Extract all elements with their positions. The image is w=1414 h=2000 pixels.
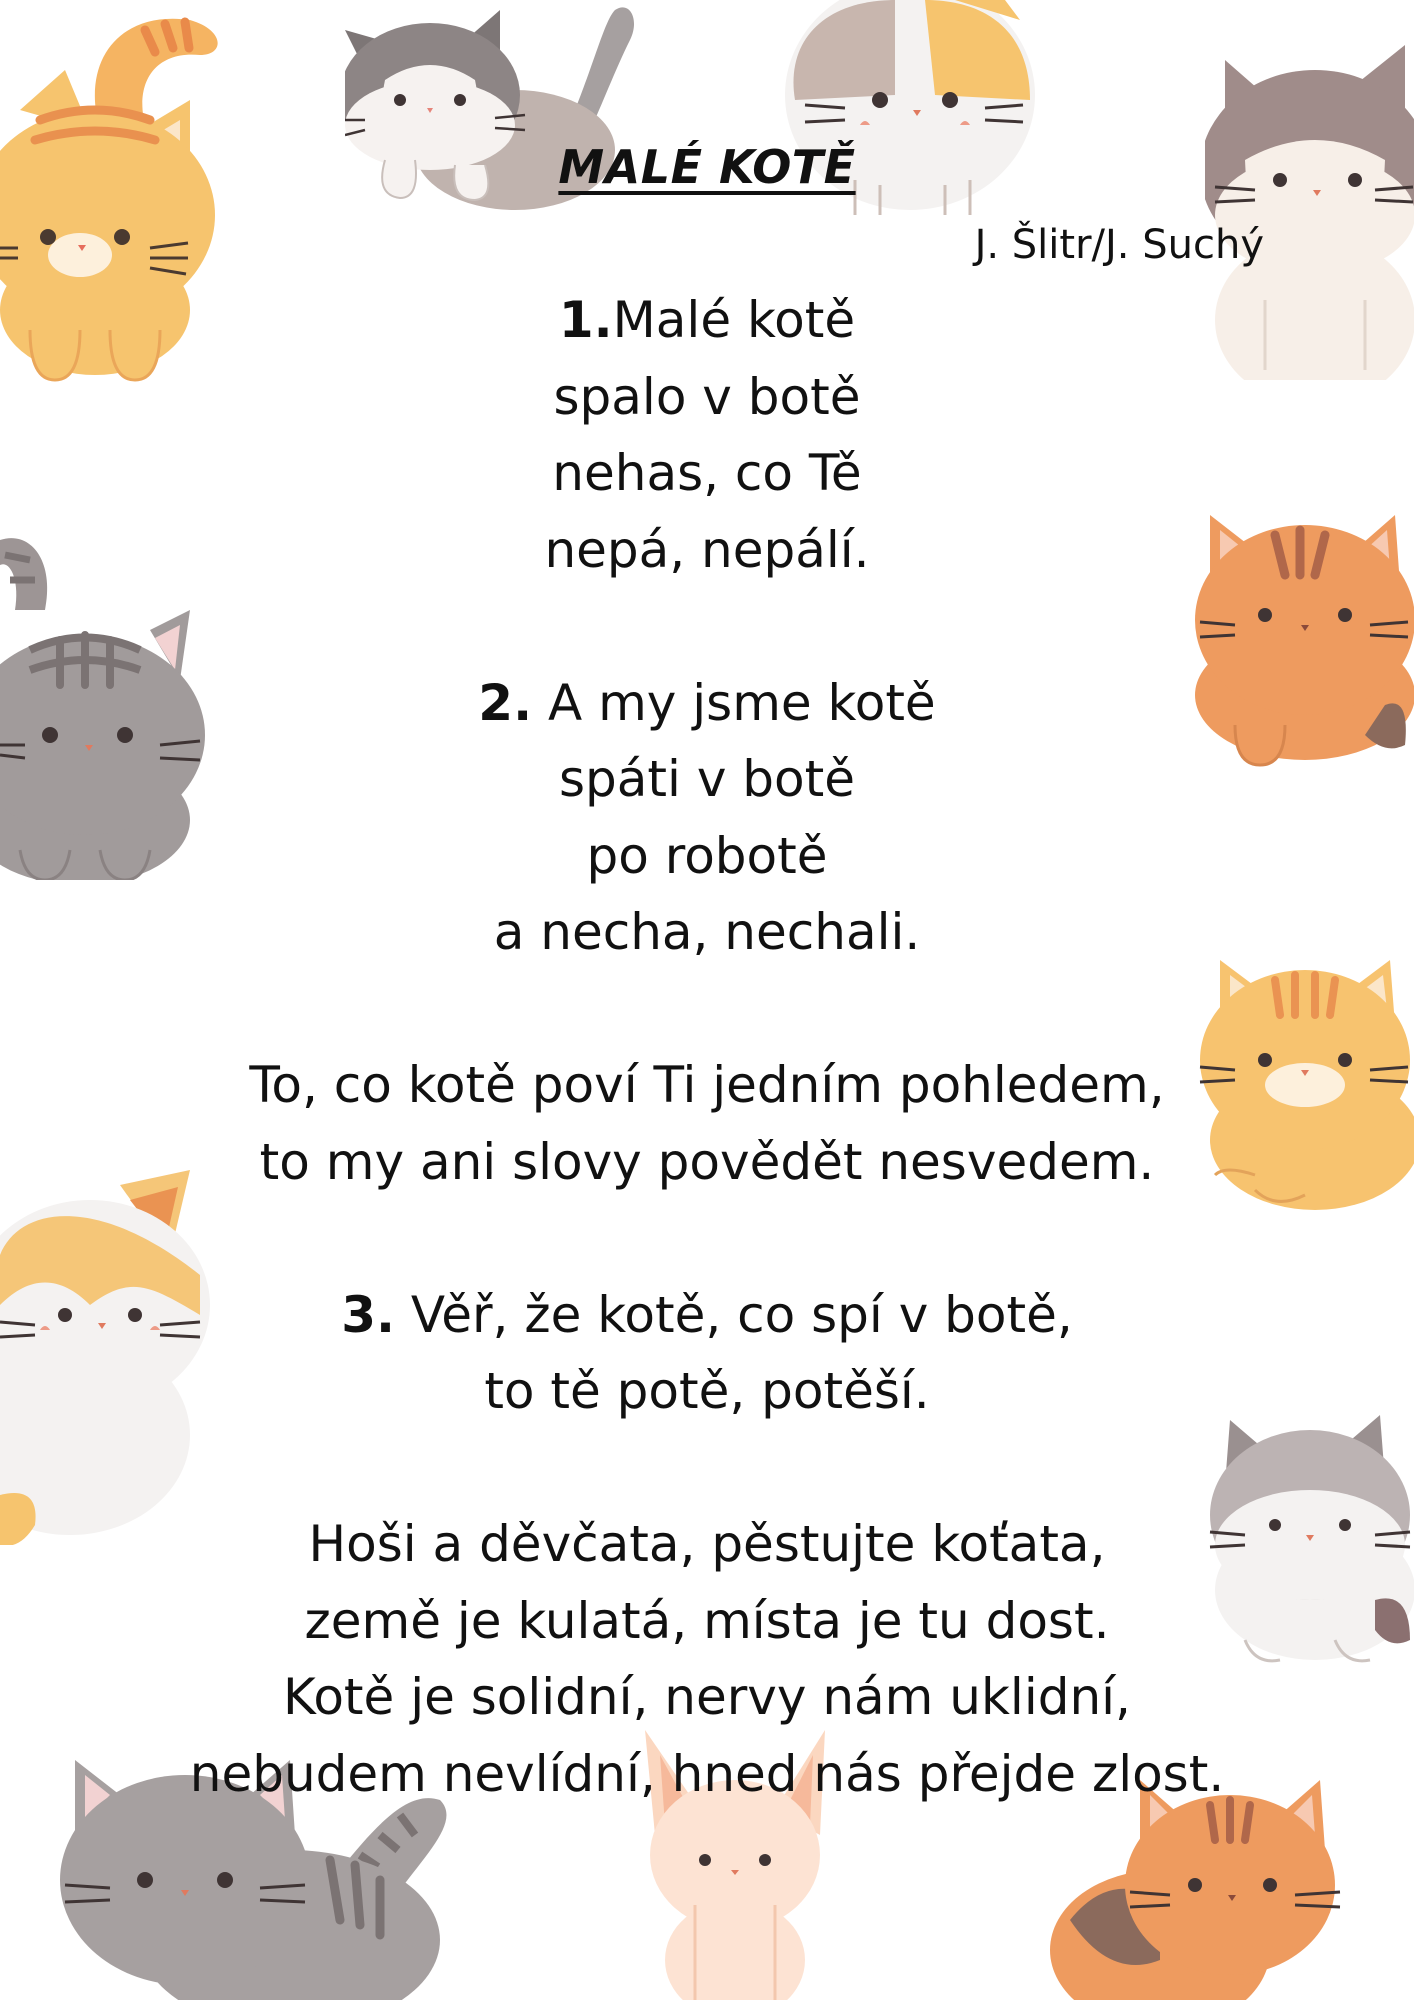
stanza-number: 1. bbox=[558, 291, 613, 349]
lyric-line: spáti v botě bbox=[559, 750, 855, 808]
stanza-number: 2. bbox=[478, 673, 533, 732]
calico-cat-top-center-icon bbox=[785, 0, 1035, 230]
lyric-line: nepá, nepálí. bbox=[544, 520, 870, 579]
lyric-line: 1.Malé kotě bbox=[558, 291, 856, 349]
stanza-gap bbox=[0, 1430, 1414, 1507]
lyric-line: to my ani slovy povědět nesvedem. bbox=[259, 1132, 1155, 1191]
lyric-line: Hoši a děvčata, pěstujte koťata, bbox=[308, 1515, 1106, 1573]
song-lyrics bbox=[0, 282, 1414, 1812]
lyric-line: 3. Věř, že kotě, co spí v botě, bbox=[341, 1285, 1073, 1344]
stanza-gap bbox=[0, 588, 1414, 665]
lyric-line: nebudem nevlídní, hned nás přejde zlost. bbox=[189, 1744, 1225, 1803]
lyric-line: po robotě bbox=[586, 826, 828, 885]
lyric-line: To, co kotě poví Ti jedním pohledem, bbox=[249, 1056, 1165, 1114]
lyric-line: země je kulatá, místa je tu dost. bbox=[304, 1591, 1110, 1650]
stanza-gap bbox=[0, 1200, 1414, 1277]
song-author: J. Šlitr/J. Suchý bbox=[974, 222, 1264, 268]
lyric-line: nehas, co Tě bbox=[552, 444, 862, 502]
stanza-number: 3. bbox=[341, 1285, 396, 1344]
lyric-line: a necha, nechali. bbox=[493, 903, 921, 961]
song-title: MALÉ KOTĚ bbox=[558, 140, 856, 194]
lyric-line: spalo v botě bbox=[553, 367, 861, 426]
lyric-line: Kotě je solidní, nervy nám uklidní, bbox=[283, 1668, 1131, 1726]
stanza-gap bbox=[0, 971, 1414, 1048]
lyric-line: to tě potě, potěší. bbox=[484, 1362, 930, 1420]
lyric-line: 2. A my jsme kotě bbox=[478, 673, 936, 732]
